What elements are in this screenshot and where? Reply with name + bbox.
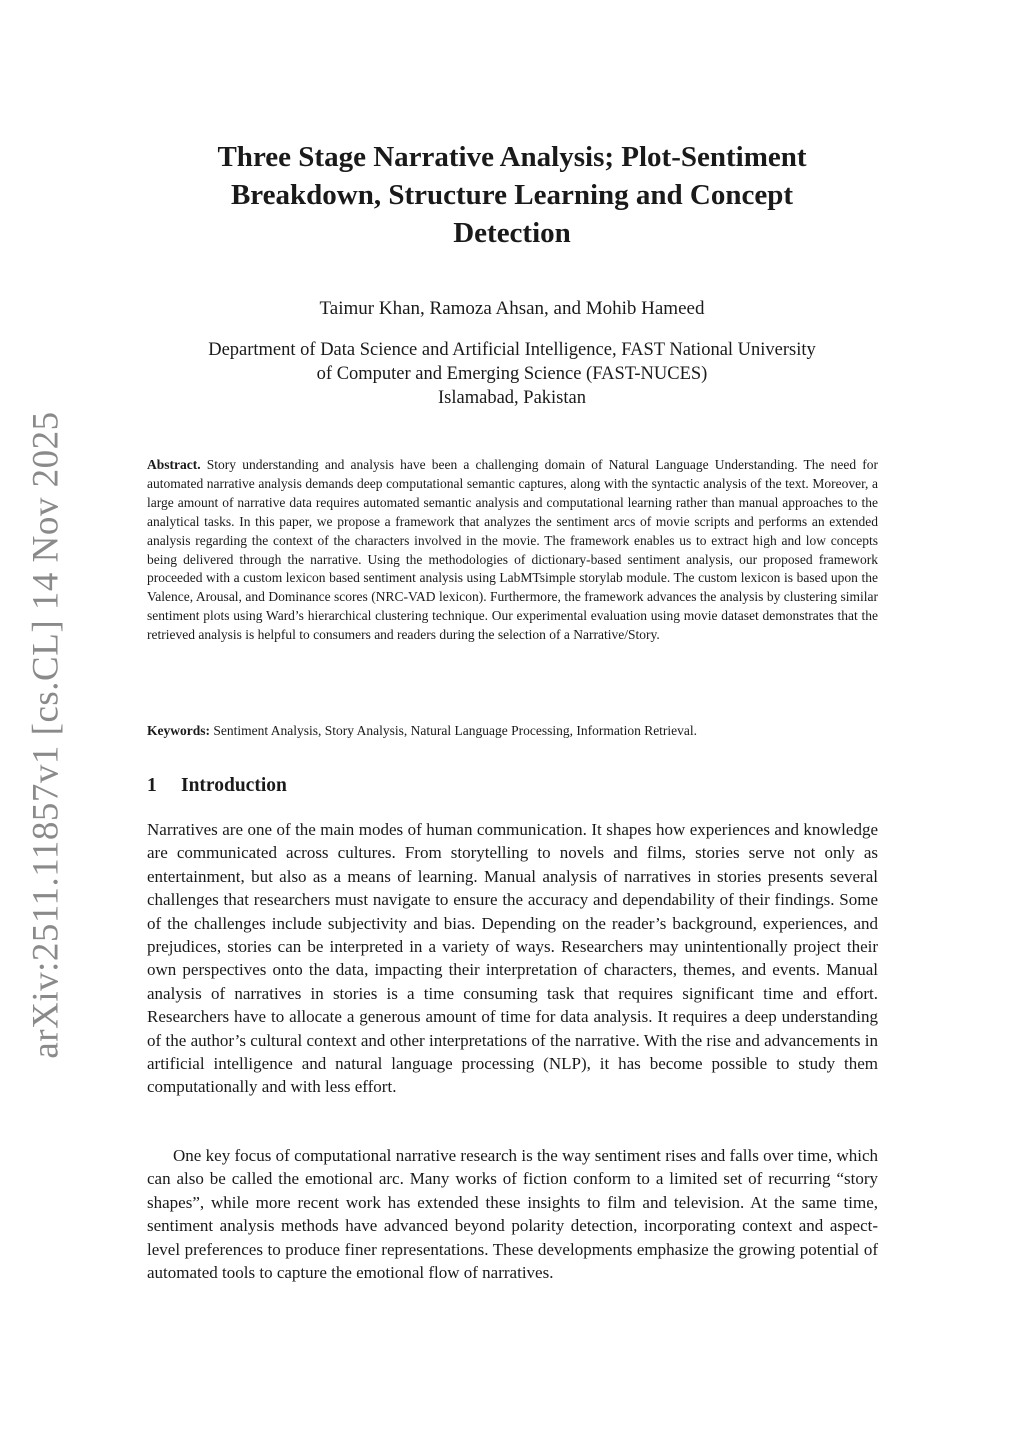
abstract-text: Story understanding and analysis have been a challenging domain of Natural Language Understanding. The need for automated narrative analysis demands deep computational semantic captures, along with the syntactic analysis of the text. Moreover, a large amount of narrative data requires automated semantic analysis and computational learning rather than manual approaches to the analytical tasks. In this paper, we propose a framework that analyzes the sentiment arcs of movie scripts and performs an extended analysis regarding the context of the characters involved in the movie. The framework enables us to extract high and low concepts being delivered through the narrative. Using the methodologies of dictionary-based sentiment analysis, our proposed framework proceeded with a custom lexicon based sentiment analysis using LabMTsimple storylab module. The custom lexicon is based upon the Valence, Arousal, and Dominance scores (NRC-VAD lexicon). Furthermore, the framework advances the analysis by clustering similar sentiment plots using Ward’s hierarchical clustering technique. Our experimental evaluation using movie dataset demonstrates that the retrieved analysis is helpful to consumers and readers during the selection of a Narrative/Story.	[147, 457, 878, 643]
paper-title	[140, 138, 884, 252]
affiliation	[140, 338, 884, 410]
keywords	[147, 721, 878, 740]
section-number: 1	[147, 775, 157, 796]
keywords-label: Keywords:	[147, 723, 210, 738]
authors: Taimur Khan, Ramoza Ahsan, and Mohib Hameed	[319, 298, 705, 319]
arxiv-identifier[interactable]: arXiv:2511.11857v1 [cs.CL] 14 Nov 2025	[25, 411, 67, 1059]
title-line: Three Stage Narrative Analysis; Plot-Sentiment	[217, 141, 807, 173]
affiliation-line: Islamabad, Pakistan	[438, 388, 586, 408]
affiliation-line: of Computer and Emerging Science (FAST-NUCES)	[316, 364, 708, 384]
body-paragraph: Narratives are one of the main modes of human communication. It shapes how experiences and knowledge are communicated across cultures. From storytelling to novels and films, stories serve not only as entertainment, but also as a means of learning. Manual analysis of narratives in stories presents several challenges that researchers must navigate to ensure the accuracy and dependability of their findings. Some of the challenges include subjectivity and bias. Depending on the reader’s background, experiences, and prejudices, stories can be interpreted in a variety of ways. Researchers may unintentionally project their own perspectives onto the data, impacting their interpretation of characters, themes, and events. Manual analysis of narratives in stories is a time consuming task that requires significant time and effort. Researchers have to allocate a generous amount of time for data analysis. It requires a deep understanding of the author’s cultural context and other interpretations of the narrative. With the rise and advancements in artificial intelligence and natural language processing (NLP), it has become possible to study them computationally and with less effort.	[147, 820, 878, 1097]
affiliation-line: Department of Data Science and Artificial Intelligence, FAST National University	[208, 340, 816, 360]
title-line: Breakdown, Structure Learning and Concept	[230, 179, 794, 211]
keywords-text: Sentiment Analysis, Story Analysis, Natural Language Processing, Information Retrieval.	[213, 723, 698, 738]
abstract-label: Abstract.	[147, 457, 201, 472]
title-line: Detection	[453, 217, 571, 249]
abstract	[147, 456, 878, 645]
body-paragraph: One key focus of computational narrative research is the way sentiment rises and falls over time, which can also be called the emotional arc. Many works of fiction conform to a limited set of recurring “story shapes”, while more recent work has extended these insights to film and television. At the same time, sentiment analysis methods have advanced beyond polarity detection, incorporating context and aspect-level preferences to produce finer representations. These developments emphasize the growing potential of automated tools to capture the emotional flow of narratives.	[147, 1146, 878, 1283]
section-heading	[147, 773, 287, 799]
section-title: Introduction	[181, 775, 287, 796]
